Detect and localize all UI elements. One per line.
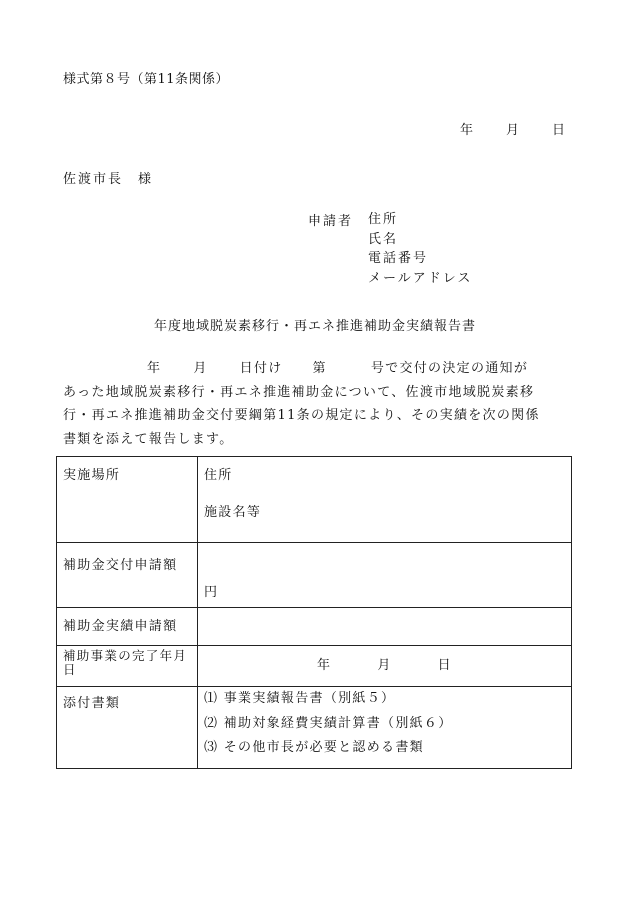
location-value-cell[interactable]: [198, 457, 572, 543]
report-body: [63, 357, 573, 451]
body-line-4: 書類を添えて報告します。: [63, 431, 234, 447]
applied-amount-label: 補助金交付申請額: [57, 543, 198, 608]
body-line-1: [63, 357, 573, 381]
applied-amount-value-cell[interactable]: [198, 543, 572, 608]
actual-amount-value-cell[interactable]: [198, 608, 572, 646]
table-row-attachments: [57, 687, 572, 769]
table-row-applied-amount: [57, 543, 572, 608]
table-row-completion-date: [57, 646, 572, 687]
body-year: 年: [147, 361, 162, 376]
body-number-prefix: 第: [312, 361, 327, 376]
document-title: 年度地域脱炭素移行・再エネ推進補助金実績報告書: [153, 319, 476, 334]
submission-date: [460, 119, 565, 138]
actual-amount-label: 補助金実績申請額: [57, 608, 198, 646]
body-line-3: 行・再エネ推進補助金交付要綱第11条の規定により、その実績を次の関係: [63, 408, 540, 423]
completion-year: 年: [317, 658, 332, 673]
addressee: 佐渡市長 様: [63, 172, 154, 187]
applicant-label: 申請者: [308, 214, 354, 229]
applicant-name-label: 氏名: [368, 231, 399, 247]
body-line-2: あった地域脱炭素移行・再エネ推進補助金について、佐渡市地域脱炭素移: [63, 384, 535, 400]
completion-month: 月: [377, 658, 392, 673]
form-number: 様式第８号（第11条関係）: [63, 72, 230, 87]
attachment-item-3: ⑶ その他市長が必要と認める書類: [204, 740, 424, 755]
attachment-item-2: ⑵ 補助対象経費実績計算書（別紙６）: [204, 715, 453, 731]
completion-date-value-cell[interactable]: [198, 646, 572, 687]
location-facility-label: 施設名等: [204, 505, 262, 520]
body-month: 月: [193, 361, 208, 376]
applicant-email-label: メールアドレス: [368, 270, 473, 286]
attachments-label: 添付書類: [57, 687, 198, 769]
date-day: 日: [552, 123, 566, 138]
table-row-actual-amount: [57, 608, 572, 646]
date-year: 年: [460, 123, 474, 138]
completion-date-label: 補助事業の完了年月日: [57, 646, 198, 687]
date-month: 月: [506, 123, 520, 138]
attachments-list: [198, 687, 572, 769]
report-table: [56, 456, 572, 769]
body-line-1-rest: 号で交付の決定の通知が: [370, 361, 529, 376]
applicant-fields: [368, 210, 472, 288]
table-row-location: [57, 457, 572, 543]
applied-amount-unit: 円: [204, 585, 219, 600]
body-date-suffix: 日付け: [239, 361, 283, 376]
attachment-item-1: ⑴ 事業実績報告書（別紙５）: [204, 691, 396, 706]
applicant-phone-label: 電話番号: [368, 251, 429, 266]
completion-day: 日: [437, 658, 452, 673]
location-label: 実施場所: [57, 457, 198, 543]
location-address-label: 住所: [204, 468, 233, 483]
applicant-address-label: 住所: [368, 212, 399, 227]
